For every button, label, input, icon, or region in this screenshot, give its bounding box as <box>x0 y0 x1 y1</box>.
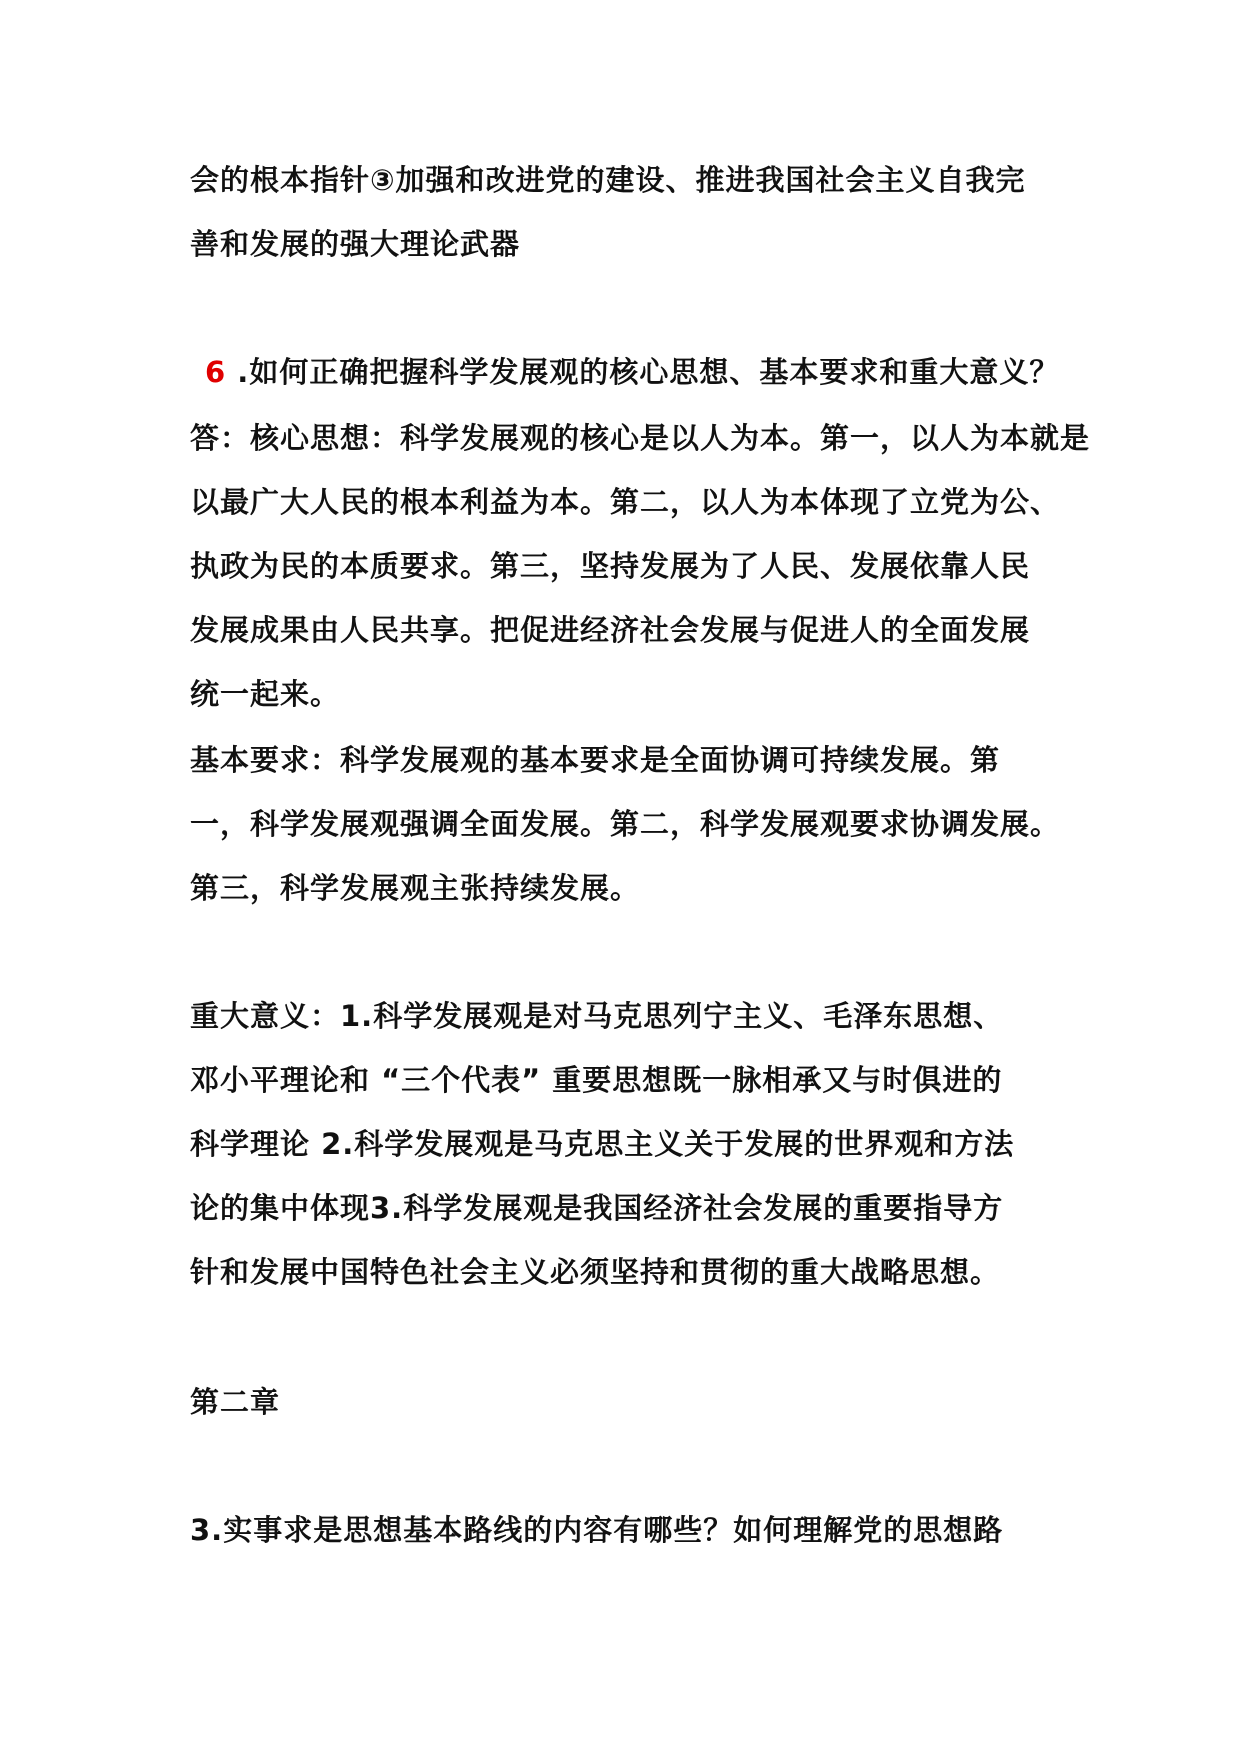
text-line: 以最广大人民的根本利益为本。第二，以人为本体现了立党为公、 <box>190 485 1061 519</box>
text-line: 统一起来。 <box>190 677 341 711</box>
text-line: 3.实事求是思想基本路线的内容有哪些？如何理解党的思想路 <box>190 1513 1004 1547</box>
question-text: .如何正确把握科学发展观的核心思想、基本要求和重大意义？ <box>237 355 1060 389</box>
text-line: 善和发展的强大理论武器 <box>190 227 521 261</box>
chapter-heading: 第二章 <box>190 1385 281 1419</box>
text-line: 基本要求：科学发展观的基本要求是全面协调可持续发展。第 <box>190 743 1001 777</box>
text-line: 重大意义：1.科学发展观是对马克思列宁主义、毛泽东思想、 <box>190 999 1004 1033</box>
question-heading <box>205 352 1085 392</box>
question-number: 6 <box>205 355 227 389</box>
text-line: 答：核心思想：科学发展观的核心是以人为本。第一，以人为本就是 <box>190 421 1091 455</box>
text-line: 第三，科学发展观主张持续发展。 <box>190 871 641 905</box>
text-line: 一，科学发展观强调全面发展。第二，科学发展观要求协调发展。 <box>190 807 1061 841</box>
text-line: 发展成果由人民共享。把促进经济社会发展与促进人的全面发展 <box>190 613 1031 647</box>
text-line: 邓小平理论和 “三个代表” 重要思想既一脉相承又与时俱进的 <box>190 1063 1003 1097</box>
text-line: 会的根本指针③加强和改进党的建设、推进我国社会主义自我完 <box>190 163 1026 197</box>
text-line: 论的集中体现3.科学发展观是我国经济社会发展的重要指导方 <box>190 1191 1004 1225</box>
text-line: 执政为民的本质要求。第三，坚持发展为了人民、发展依靠人民 <box>190 549 1031 583</box>
text-line: 科学理论 2.科学发展观是马克思主义关于发展的世界观和方法 <box>190 1127 1015 1161</box>
text-line: 针和发展中国特色社会主义必须坚持和贯彻的重大战略思想。 <box>190 1255 1001 1289</box>
